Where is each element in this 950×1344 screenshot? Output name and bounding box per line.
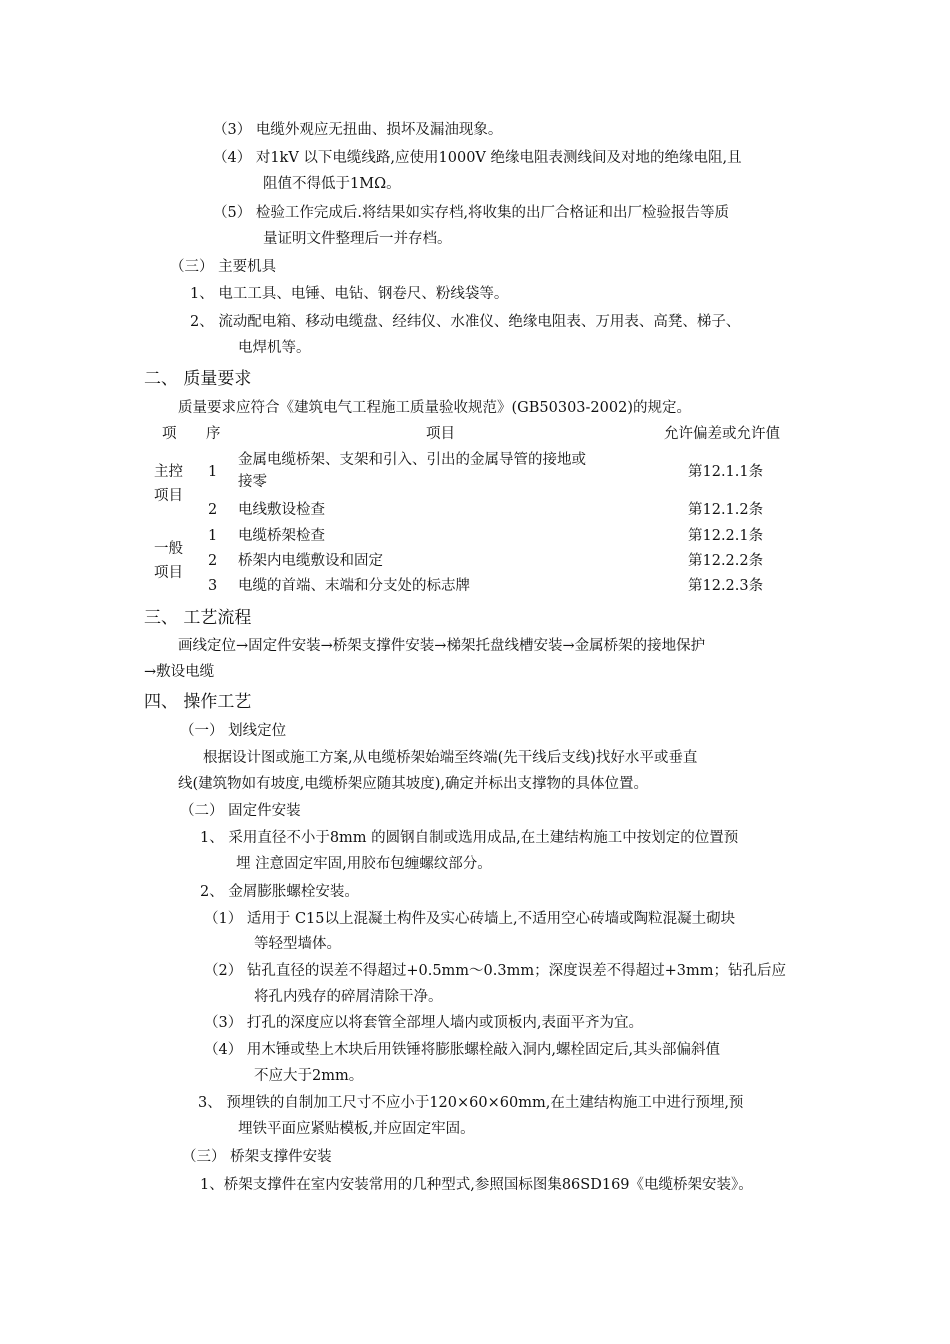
section-heading: 二、 质量要求 xyxy=(144,369,252,389)
subsection-heading: （二） 固定件安装 xyxy=(180,803,301,819)
text-line: →敷设电缆 xyxy=(144,664,215,680)
table-header: 项 xyxy=(162,426,177,442)
text-line: 不应大于2mm。 xyxy=(254,1068,364,1084)
text-line: （4） 对1kV 以下电缆线路,应使用1000V 绝缘电阻表测线间及对地的绝缘电阻,且 xyxy=(213,150,742,166)
text-line: 阻值不得低于1MΩ。 xyxy=(263,176,401,192)
table-group-label: 项目 xyxy=(154,488,183,504)
subsection-heading: （三） 桥架支撑件安装 xyxy=(182,1149,332,1165)
table-cell-seq: 2 xyxy=(208,553,218,569)
text-line: 3、 预埋铁的自制加工尺寸不应小于120×60×60mm,在土建结构施工中进行预埋,预 xyxy=(198,1095,744,1111)
text-line: 埋铁平面应紧贴模板,并应固定牢固。 xyxy=(238,1121,475,1137)
text-line: 质量要求应符合《建筑电气工程施工质量验收规范》(GB50303-2002)的规定。 xyxy=(178,400,691,416)
text-line: 等轻型墙体。 xyxy=(254,936,341,952)
table-cell-seq: 1 xyxy=(208,528,218,544)
text-line: 2、 金屑膨胀螺栓安装。 xyxy=(200,884,359,900)
table-cell-item: 桥架内电缆敷设和固定 xyxy=(238,553,383,569)
text-line: 根据设计图或施工方案,从电缆桥架始端至终端(先干线后支线)找好水平或垂直 xyxy=(203,750,698,766)
subsection-heading: （一） 划线定位 xyxy=(180,723,287,739)
text-line: （1） 适用于 C15以上混凝土构件及实心砖墙上,不适用空心砖墙或陶粒混凝土砌块 xyxy=(204,911,736,927)
text-line: （3） 打孔的深度应以将套管全部埋人墙内或顶板内,表面平齐为宜。 xyxy=(204,1015,643,1031)
table-header: 允许偏差或允许值 xyxy=(664,426,780,442)
table-cell-item: 金属电缆桥架、支架和引入、引出的金属导管的接地或 xyxy=(238,452,586,468)
table-cell-item: 电缆的首端、末端和分支处的标志牌 xyxy=(238,578,470,594)
table-cell-item: 电线敷设检查 xyxy=(238,502,325,518)
table-cell-value: 第12.1.2条 xyxy=(688,502,764,518)
text-line: 画线定位→固定件安装→桥架支撑件安装→梯架托盘线槽安装→金属桥架的接地保护 xyxy=(178,638,706,654)
table-cell-value: 第12.2.2条 xyxy=(688,553,764,569)
subsection-heading: （三） 主要机具 xyxy=(170,259,277,275)
text-line: 1、 电工工具、电锤、电钻、钢卷尺、粉线袋等。 xyxy=(190,286,509,302)
table-cell-item: 电缆桥架检查 xyxy=(238,528,325,544)
table-group-label: 一般 xyxy=(154,541,183,557)
text-line: 电焊机等。 xyxy=(238,340,311,356)
text-line: （5） 检验工作完成后.将结果如实存档,将收集的出厂合格证和出厂检验报告等质 xyxy=(213,205,730,221)
section-heading: 四、 操作工艺 xyxy=(144,692,252,712)
text-line: 量证明文件整理后一并存档。 xyxy=(263,231,452,247)
text-line: 线(建筑物如有坡度,电缆桥架应随其坡度),确定并标出支撑物的具体位置。 xyxy=(178,776,649,792)
text-line: 埋 注意固定牢固,用胶布包缠螺纹部分。 xyxy=(236,856,492,872)
text-line: 2、 流动配电箱、移动电缆盘、经纬仪、水准仪、绝缘电阻表、万用表、高凳、梯子、 xyxy=(190,314,741,330)
text-line: 将孔内残存的碎屑清除干净。 xyxy=(254,989,443,1005)
section-heading: 三、 工艺流程 xyxy=(144,608,252,628)
table-header: 项目 xyxy=(426,426,455,442)
table-cell-value: 第12.2.1条 xyxy=(688,528,764,544)
table-cell-value: 第12.1.1条 xyxy=(688,464,764,480)
text-line: 1、桥架支撑件在室内安装常用的几种型式,参照国标图集86SD169《电缆桥架安装》。 xyxy=(200,1177,753,1193)
text-line: （2） 钻孔直径的误差不得超过+0.5mm～0.3mm；深度误差不得超过+3mm；钻孔后应 xyxy=(204,963,786,979)
table-cell-item: 接零 xyxy=(238,474,267,490)
table-cell-seq: 1 xyxy=(208,464,218,480)
table-cell-value: 第12.2.3条 xyxy=(688,578,764,594)
text-line: （4） 用木锤或垫上木块后用铁锤将膨胀螺栓敲入洞内,螺栓固定后,其头部偏斜值 xyxy=(204,1042,721,1058)
table-group-label: 主控 xyxy=(154,464,183,480)
table-group-label: 项目 xyxy=(154,565,183,581)
table-cell-seq: 3 xyxy=(208,578,218,594)
table-cell-seq: 2 xyxy=(208,502,218,518)
text-line: （3） 电缆外观应无扭曲、损坏及漏油现象。 xyxy=(213,122,503,138)
text-line: 1、 采用直径不小于8mm 的圆钢自制或选用成品,在土建结构施工中按划定的位置预 xyxy=(200,830,739,846)
table-header: 序 xyxy=(206,426,221,442)
